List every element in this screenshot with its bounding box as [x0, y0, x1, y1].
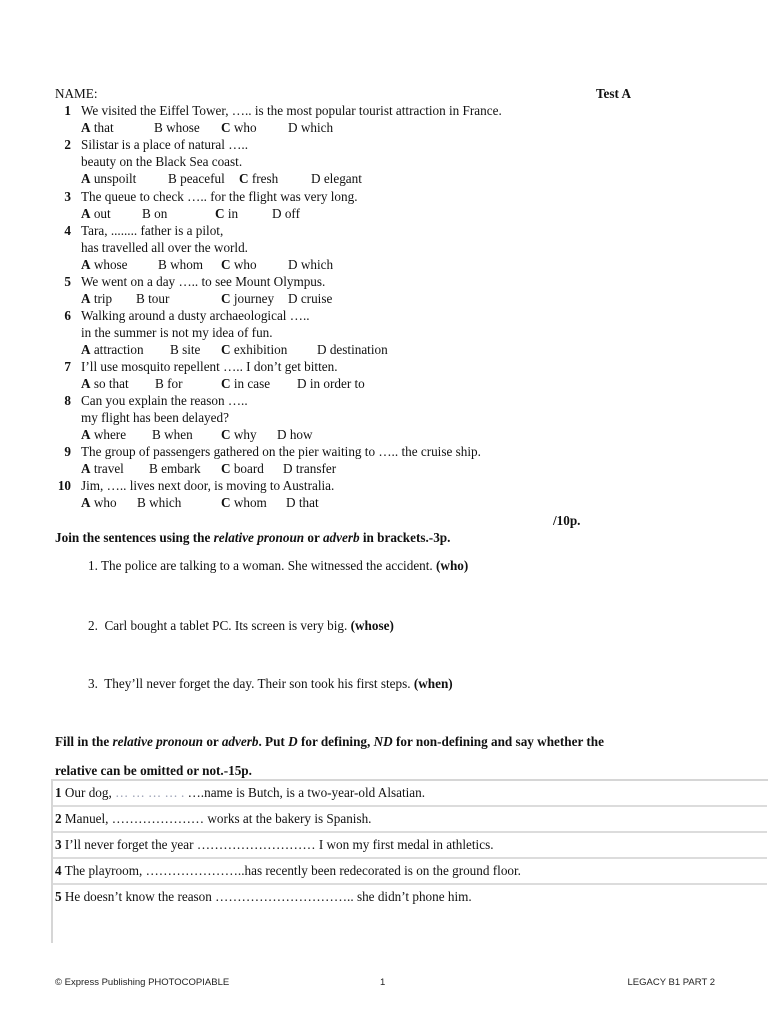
fill-in-table: [51, 779, 768, 943]
question-options: A who B which C whom D that: [81, 495, 319, 510]
question-options: A unspoilt B peaceful C fresh D elegant: [81, 171, 362, 186]
question-number: 3: [64, 189, 71, 204]
question-options: A out B on C in D off: [81, 206, 300, 221]
question-number: 5: [64, 274, 71, 289]
question-text: beauty on the Black Sea coast.: [81, 154, 243, 169]
fill-row-3: 3 I’ll never forget the year ……………………… I won my first medal in athletics.: [53, 833, 767, 859]
section-3-instruction: Fill in the relative pronoun or adverb. Put D for defining, ND for non-defining and say whether the: [55, 734, 604, 749]
question-options: A whose B whom C who D which: [81, 257, 334, 272]
footer-book-title: LEGACY B1 PART 2: [627, 977, 715, 988]
question-options: A attraction B site C exhibition D destination: [81, 342, 388, 357]
footer-copyright: © Express Publishing PHOTOCOPIABLE: [55, 977, 230, 988]
test-label: Test A: [595, 86, 631, 101]
question-options: A trip B tour C journey D cruise: [81, 291, 333, 306]
question-number: 9: [64, 444, 71, 459]
question-text: We visited the Eiffel Tower, ….. is the most popular tourist attraction in France.: [81, 103, 502, 118]
question-text: The queue to check ….. for the flight was very long.: [81, 189, 358, 204]
question-number: 7: [64, 359, 71, 374]
question-text: Can you explain the reason …..: [81, 393, 248, 408]
section-2-instruction: Join the sentences using the relative pronoun or adverb in brackets.-3p.: [55, 530, 451, 545]
question-number: 4: [64, 223, 71, 238]
question-text: We went on a day ….. to see Mount Olympus.: [81, 274, 326, 289]
worksheet-header: [55, 86, 631, 103]
join-item-3: 3. They’ll never forget the day. Their son took his first steps. (when): [88, 676, 453, 691]
question-text: Silistar is a place of natural …..: [81, 137, 248, 152]
question-text: The group of passengers gathered on the pier waiting to ….. the cruise ship.: [81, 444, 481, 459]
question-number: 1: [64, 103, 71, 118]
page-number: 1: [380, 977, 386, 988]
question-number: 8: [64, 393, 71, 408]
question-text: Jim, ….. lives next door, is moving to Australia.: [81, 478, 335, 493]
question-text: in the summer is not my idea of fun.: [81, 325, 273, 340]
question-text: has travelled all over the world.: [81, 240, 248, 255]
question-number: 10: [57, 478, 71, 493]
fill-row-2: 2 Manuel, ………………… works at the bakery is Spanish.: [53, 807, 767, 833]
page-footer: [55, 977, 715, 991]
question-text: Tara, ........ father is a pilot,: [81, 223, 224, 238]
question-text: my flight has been delayed?: [81, 410, 229, 425]
question-options: A where B when C why D how: [81, 427, 313, 442]
join-item-2: 2. Carl bought a tablet PC. Its screen is very big. (whose): [88, 618, 394, 633]
question-text: Walking around a dusty archaeological …..: [81, 308, 310, 323]
question-number: 2: [64, 137, 71, 152]
fill-row-4: 4 The playroom, …………………..has recently been redecorated is on the ground floor.: [53, 859, 767, 885]
join-item-1: 1. The police are talking to a woman. She witnessed the accident. (who): [88, 558, 469, 573]
section-3-instruction-line2: relative can be omitted or not.-15p.: [55, 763, 252, 778]
name-label: NAME:: [55, 86, 98, 101]
score-10p: /10p.: [553, 513, 581, 528]
fill-row-5: 5 He doesn’t know the reason ………………………….. she didn’t phone him.: [55, 889, 472, 904]
question-options: A that B whose C who D which: [81, 120, 334, 135]
question-options: A travel B embark C board D transfer: [81, 461, 337, 476]
question-options: A so that B for C in case D in order to: [81, 376, 365, 391]
question-number: 6: [64, 308, 71, 323]
fill-row-1: 1 Our dog, … … … … . ….name is Butch, is a two-year-old Alsatian.: [53, 781, 767, 807]
question-text: I’ll use mosquito repellent ….. I don’t get bitten.: [81, 359, 338, 374]
